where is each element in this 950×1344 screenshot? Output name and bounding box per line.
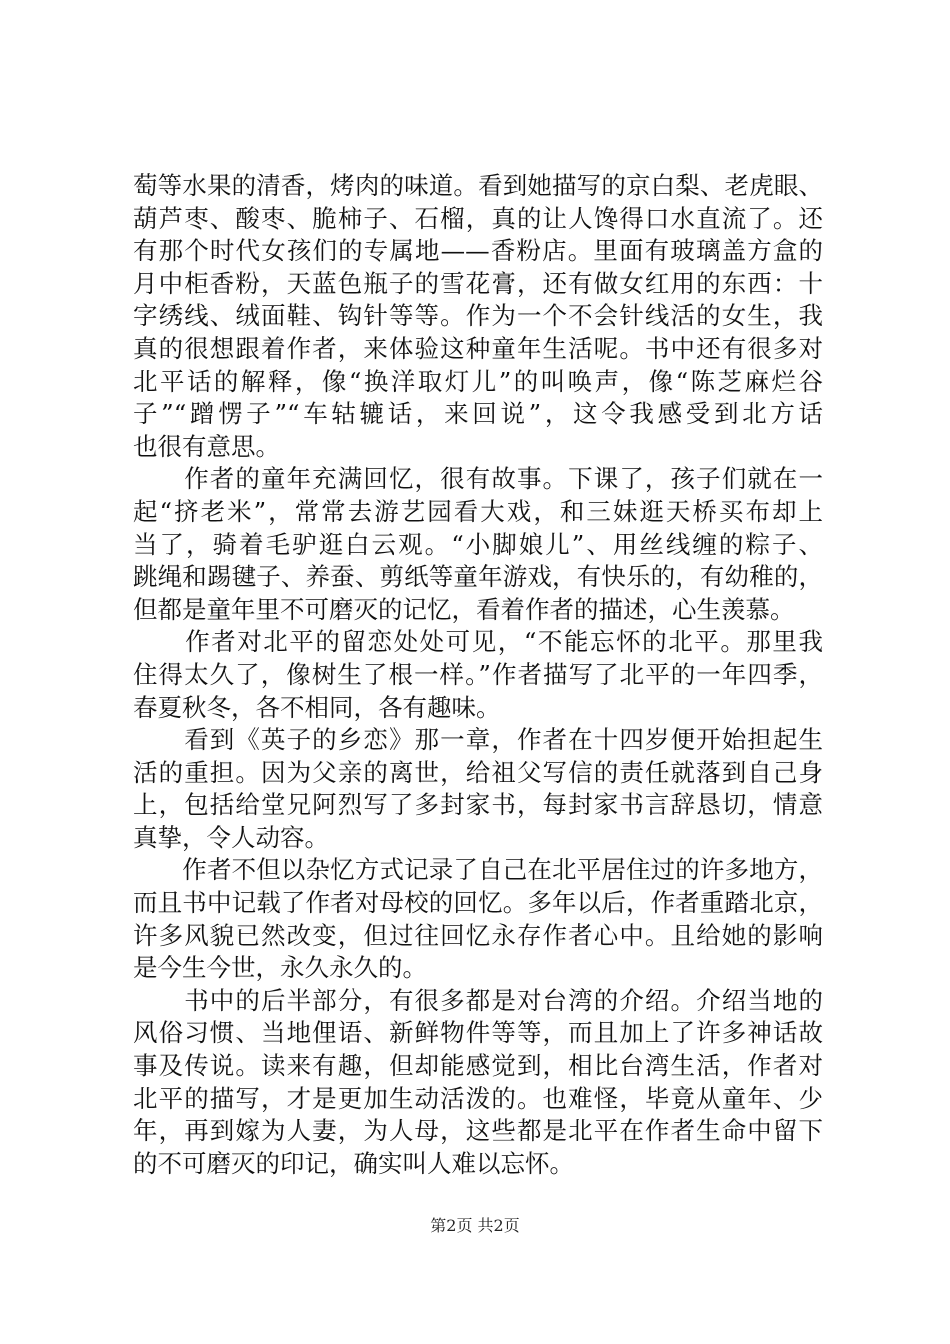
text-line: 作者不但以杂忆方式记录了自己在北平居住过的许多地方， [133,855,823,885]
page-number-label: 第2页 共2页 [430,1216,520,1235]
text-line: 起“挤老米”，常常去游艺园看大戏，和三妹逛天桥买布却上 [133,496,823,526]
text-line: 上，包括给堂兄阿烈写了多封家书，每封家书言辞恳切，情意 [133,790,823,820]
text-line: 作者对北平的留恋处处可见，“不能忘怀的北平。那里我 [133,627,823,657]
text-line: 许多风貌已然改变，但过往回忆永存作者心中。且给她的影响 [133,920,823,950]
text-line: 也很有意思。 [133,431,280,461]
paragraph-2 [133,463,823,626]
text-line: 看到《英子的乡恋》那一章，作者在十四岁便开始担起生 [133,725,823,755]
text-line: 住得太久了，像树生了根一样。”作者描写了北平的一年四季， [133,659,823,689]
text-line: 年，再到嫁为人妻，为人母，这些都是北平在作者生命中留下 [133,1116,823,1146]
text-line: 作者的童年充满回忆，很有故事。下课了，孩子们就在一 [133,464,823,494]
paragraph-1 [133,170,823,463]
text-line: 字绣线、绒面鞋、钩针等等。作为一个不会针线活的女生，我 [133,301,823,331]
text-line: 书中的后半部分，有很多都是对台湾的介绍。介绍当地的 [133,985,823,1015]
text-line: 葫芦枣、酸枣、脆柿子、石榴，真的让人馋得口水直流了。还 [133,203,823,233]
text-line: 的不可磨灭的印记，确实叫人难以忘怀。 [133,1148,574,1178]
text-line: 北平话的解释，像“换洋取灯儿”的叫唤声，像“陈芝麻烂谷 [133,366,823,396]
text-line: 事及传说。读来有趣，但却能感觉到，相比台湾生活，作者对 [133,1051,823,1081]
text-line: 春夏秋冬，各不相同，各有趣味。 [133,692,501,722]
text-line: 北平的描写，才是更加生动活泼的。也难怪，毕竟从童年、少 [133,1083,823,1113]
text-line: 月中柜香粉，天蓝色瓶子的雪花膏，还有做女红用的东西：十 [133,268,823,298]
text-line: 有那个时代女孩们的专属地——香粉店。里面有玻璃盖方盒的 [133,236,823,266]
text-line: 是今生今世，永久永久的。 [133,953,427,983]
paragraph-5 [133,854,823,984]
text-line: 但都是童年里不可磨灭的记忆，看着作者的描述，心生羡慕。 [133,594,795,624]
document-body [133,170,823,1180]
text-line: 萄等水果的清香，烤肉的味道。看到她描写的京白梨、老虎眼、 [133,171,823,200]
text-line: 而且书中记载了作者对母校的回忆。多年以后，作者重踏北京， [133,888,823,918]
text-line: 活的重担。因为父亲的离世，给祖父写信的责任就落到自己身 [133,757,823,787]
text-line: 当了，骑着毛驴逛白云观。“小脚娘儿”、用丝线缠的粽子、 [133,529,823,559]
paragraph-6 [133,985,823,1181]
paragraph-4 [133,724,823,854]
text-line: 风俗习惯、当地俚语、新鲜物件等等，而且加上了许多神话故 [133,1018,823,1048]
text-line: 真的很想跟着作者，来体验这种童年生活呢。书中还有很多对 [133,333,823,363]
paragraph-3 [133,626,823,724]
text-line: 真挚，令人动容。 [133,822,329,852]
page-footer [0,1216,950,1236]
text-line: 子”“蹭愣子”“车轱辘话，来回说”，这令我感受到北方话 [133,399,823,429]
text-line: 跳绳和踢毽子、养蚕、剪纸等童年游戏，有快乐的，有幼稚的， [133,562,823,592]
